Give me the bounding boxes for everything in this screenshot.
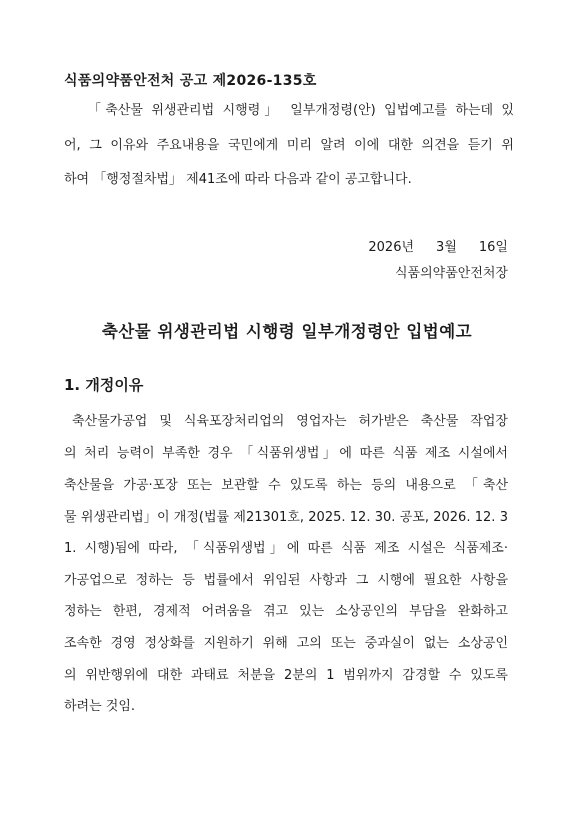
notice-heading: 식품의약품안전처 공고 제2026-135호: [64, 73, 317, 89]
date-month: 3월: [436, 240, 457, 255]
body-line: 1. 시행)됨에 따라, 「식품위생법」에 따른 식품 제조 시설은 식품제조·: [64, 541, 508, 556]
date-day: 16일: [478, 240, 508, 255]
body-line: 가공업으로 정하는 등 법률에서 위임된 사항과 그 시행에 필요한 사항을: [64, 573, 508, 588]
body-line: 조속한 경영 정상화를 지원하기 위해 고의 또는 중과실이 없는 소상공인: [64, 636, 508, 651]
intro-line: 하여 「행정절차법」 제41조에 따라 다음과 같이 공고합니다.: [64, 172, 412, 187]
body-line: 하려는 것임.: [64, 699, 136, 714]
date-year: 2026년: [368, 240, 415, 255]
notice-date: [346, 236, 508, 255]
body-line: 축산물을 가공·포장 또는 보관할 수 있도록 하는 등의 내용으로 「축산: [64, 478, 508, 493]
section-heading: 1. 개정이유: [64, 376, 144, 394]
document-title: 축산물 위생관리법 시행령 일부개정령안 입법예고: [101, 322, 473, 341]
body-line: 정하는 한편, 경제적 어려움을 겪고 있는 소상공인의 부담을 완화하고: [64, 604, 508, 619]
signer: 식품의약품안전처장: [394, 266, 508, 281]
body-line: 물 위생관리법」이 개정(법률 제21301호, 2025. 12. 30. 공포, 2026. 12. 3: [64, 510, 508, 525]
body-line: 축산물가공업 및 식육포장처리업의 영업자는 허가받은 축산물 작업장: [72, 414, 508, 429]
body-line: 의 처리 능력이 부족한 경우 「식품위생법」에 따른 식품 제조 시설에서: [64, 446, 508, 461]
intro-line: 어, 그 이유와 주요내용을 국민에게 미리 알려 이에 대한 의견을 듣기 위: [64, 138, 514, 153]
intro-line: 「축산물 위생관리법 시행령」 일부개정령(안) 입법예고를 하는데 있: [88, 103, 514, 118]
body-line: 의 위반행위에 대한 과태료 처분을 2분의 1 범위까지 감경할 수 있도록: [64, 668, 508, 683]
